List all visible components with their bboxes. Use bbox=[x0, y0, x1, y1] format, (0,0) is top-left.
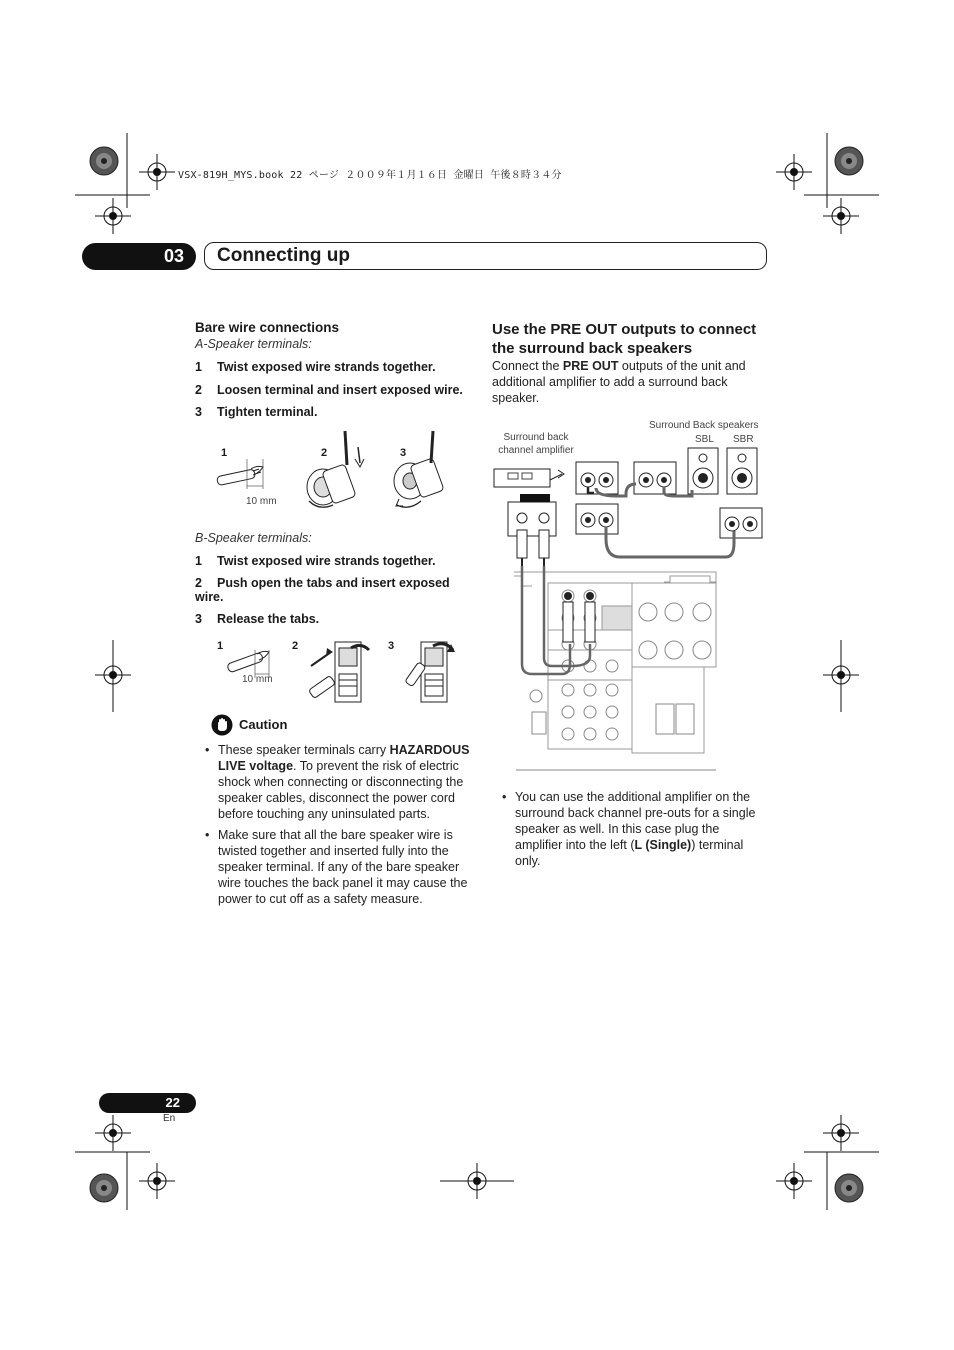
note-block bbox=[492, 789, 768, 869]
pre-out-connection-diagram bbox=[492, 418, 768, 778]
b-fig-step-2: 2 bbox=[292, 640, 299, 652]
a-dimension-label: 10 mm bbox=[246, 496, 277, 507]
chapter-number-badge: 03 bbox=[82, 243, 196, 270]
caution-title: Caution bbox=[239, 717, 288, 732]
b-step-1: 1 Twist exposed wire strands together. bbox=[195, 554, 436, 568]
sbl-label: SBL bbox=[695, 434, 714, 445]
release-tab-terminal-icon bbox=[405, 642, 455, 702]
b-terminal-figure bbox=[195, 634, 473, 712]
twisted-wire-icon bbox=[217, 459, 263, 489]
chapter-title: Connecting up bbox=[204, 242, 767, 270]
page-language: En bbox=[163, 1113, 176, 1124]
right-column bbox=[492, 320, 768, 406]
push-tab-terminal-icon bbox=[308, 642, 369, 702]
single-speaker-note: • You can use the additional amplifier on the surround back channel pre-outs for a single speaker as well. In this case plug the amplifier into the left (L (Single)) terminal only. bbox=[502, 790, 756, 868]
speaker-sbl-icon bbox=[688, 448, 718, 494]
loosen-terminal-icon bbox=[307, 431, 364, 507]
a-fig-step-2: 2 bbox=[321, 447, 328, 459]
a-step-2: 2 Loosen terminal and insert exposed wire. bbox=[195, 383, 463, 397]
b-step-2: 2 Push open the tabs and insert exposed wire. bbox=[195, 576, 450, 604]
a-step-3: 3 Tighten terminal. bbox=[195, 405, 318, 419]
sbr-label: SBR bbox=[733, 434, 754, 445]
a-fig-step-1: 1 bbox=[221, 447, 228, 459]
a-speaker-label: A-Speaker terminals: bbox=[195, 337, 312, 351]
speaker-terminal-block bbox=[720, 508, 762, 538]
caution-hand-icon bbox=[211, 714, 233, 736]
page-number-badge: 22 bbox=[99, 1093, 196, 1113]
pre-out-heading: Use the PRE OUT outputs to connect the surround back speakers bbox=[492, 321, 757, 357]
caution-bullet-2: • Make sure that all the bare speaker wire is twisted together and inserted fully into the speaker terminal. If any of the bare speaker wire touches the back panel it may cause the power to cut off as a safety measure. bbox=[205, 828, 468, 906]
amp-label: Surround back channel amplifier bbox=[498, 432, 574, 456]
pre-out-intro: Connect the PRE OUT outputs of the unit and additional amplifier to add a surround back speaker. bbox=[492, 359, 746, 405]
amp-speaker-terminals bbox=[576, 462, 676, 534]
caution-heading bbox=[195, 714, 473, 738]
speaker-sbr-icon bbox=[727, 448, 757, 494]
tighten-terminal-icon bbox=[394, 431, 444, 507]
b-speaker-label: B-Speaker terminals: bbox=[195, 531, 312, 545]
b-dimension-label: 10 mm bbox=[242, 674, 273, 685]
print-header: VSX-819H_MYS.book 22 ページ ２００９年１月１６日 金曜日 午後８時３４分 bbox=[178, 170, 562, 181]
left-column bbox=[195, 320, 473, 907]
a-terminal-figure bbox=[195, 429, 473, 527]
bare-wire-heading: Bare wire connections bbox=[195, 320, 340, 335]
speakers-label: Surround Back speakers bbox=[649, 420, 759, 431]
diagram-graphics bbox=[492, 418, 768, 778]
amplifier-icon bbox=[494, 469, 564, 487]
b-fig-step-3: 3 bbox=[388, 640, 395, 652]
b-terminal-illustration bbox=[211, 634, 471, 710]
caution-bullet-1: • These speaker terminals carry HAZARDOUS LIVE voltage. To prevent the risk of electric shock when connecting or disconnecting the speaker cables, disconnect the power cord before touching any uninsulated parts. bbox=[205, 743, 470, 821]
b-fig-step-1: 1 bbox=[217, 640, 224, 652]
a-step-1: 1 Twist exposed wire strands together. bbox=[195, 360, 436, 374]
b-step-3: 3 Release the tabs. bbox=[195, 612, 320, 626]
a-fig-step-3: 3 bbox=[400, 447, 407, 459]
